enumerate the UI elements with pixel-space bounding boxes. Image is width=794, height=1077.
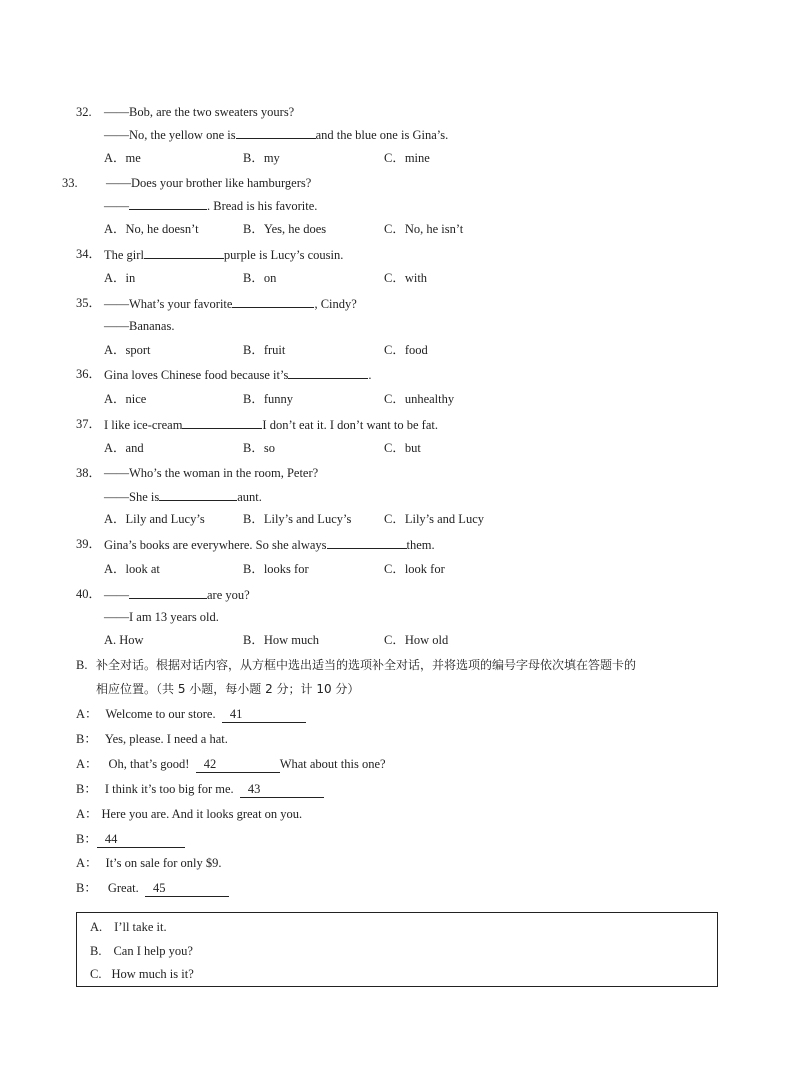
speaker: B： <box>76 732 97 746</box>
answer-blank-45: 45 <box>145 880 229 897</box>
question-37-option-a: A．and <box>104 441 144 455</box>
question-35-text-a: ——What’s your favorite <box>104 297 233 311</box>
question-38-option-a: A．Lily and Lucy’s <box>104 512 205 526</box>
question-37-line-1 <box>104 416 438 433</box>
answer-blank <box>144 246 224 259</box>
question-40-text-a: —— <box>104 588 129 602</box>
dialogue-text: It’s on sale for only $9. <box>105 856 222 870</box>
question-39-text-b: them. <box>406 538 435 552</box>
question-39-number: 39． <box>76 537 102 551</box>
question-40-number: 40． <box>76 587 102 601</box>
answer-blank-41: 41 <box>222 706 306 723</box>
answer-blank-43: 43 <box>240 781 324 798</box>
question-34-option-a: A．in <box>104 271 136 285</box>
dialogue-text-after: What about this one? <box>279 757 386 771</box>
dialogue-text: Welcome to our store. <box>105 707 216 721</box>
question-36-text-b: . <box>368 368 372 382</box>
answer-blank <box>327 536 407 549</box>
speaker: B： <box>76 881 97 895</box>
question-33-option-b: B．Yes, he does <box>243 222 327 236</box>
question-36-text-a: Gina loves Chinese food because it’s <box>104 368 289 382</box>
answer-blank <box>159 488 237 501</box>
question-32-text-a: ——No, the yellow one is <box>104 128 236 142</box>
choices-box <box>76 912 718 987</box>
question-36-line-1 <box>104 366 371 383</box>
answer-blank-42: 42 <box>196 756 280 773</box>
dialogue-text: I think it’s too big for me. <box>104 782 234 796</box>
question-33-text-b: . Bread is his favorite. <box>207 199 318 213</box>
speaker: B： <box>76 782 97 796</box>
question-38-text-b: aunt. <box>237 490 262 504</box>
question-40-line-2: ——I am 13 years old. <box>104 610 219 624</box>
question-39-option-c: C．look for <box>384 562 445 576</box>
section-b-instruction-line-1: 补全对话。根据对话内容，从方框中选出适当的选项补全对话，并将选项的编号字母依次填在答题卡的 <box>96 658 637 672</box>
question-37-option-c: C．but <box>384 441 421 455</box>
speaker: A： <box>76 757 98 771</box>
question-32-line-1: ——Bob, are the two sweaters yours? <box>104 105 295 119</box>
choice-letter: A. <box>90 920 103 934</box>
choice-letter: B. <box>90 944 102 958</box>
question-33-text-a: —— <box>104 199 129 213</box>
dialogue-text: Oh, that’s good! <box>108 757 190 771</box>
question-36-number: 36． <box>76 367 102 381</box>
question-32-option-a: A．me <box>104 151 141 165</box>
answer-blank <box>129 197 207 210</box>
answer-blank-44: 44 <box>97 831 185 848</box>
question-34-text-a: The girl <box>104 248 144 262</box>
dialogue-text: Great. <box>107 881 139 895</box>
question-36-option-c: C．unhealthy <box>384 392 455 406</box>
question-32-number: 32. <box>76 105 92 119</box>
question-33-line-1: ——Does your brother like hamburgers? <box>106 176 312 190</box>
question-38-line-2 <box>104 488 262 505</box>
question-32-option-b: B．my <box>243 151 280 165</box>
question-40-text-b: are you? <box>207 588 250 602</box>
answer-blank <box>288 366 368 379</box>
question-35-option-c: C．food <box>384 343 428 357</box>
dialogue-line-5 <box>76 806 302 822</box>
question-32-text-b: and the blue one is Gina’s. <box>315 128 449 142</box>
speaker: B： <box>76 832 97 846</box>
question-38-text-a: ——She is <box>104 490 160 504</box>
question-35-option-a: A．sport <box>104 343 151 357</box>
question-36-option-a: A．nice <box>104 392 147 406</box>
question-34-text-b: purple is Lucy’s cousin. <box>223 248 344 262</box>
question-38-number: 38． <box>76 466 102 480</box>
question-32-line-2 <box>104 126 448 143</box>
dialogue-text: Here you are. And it looks great on you. <box>101 807 303 821</box>
question-40-line-1 <box>104 586 250 603</box>
question-34-option-c: C．with <box>384 271 428 285</box>
question-33-line-2 <box>104 197 317 214</box>
dialogue-line-6 <box>76 831 185 848</box>
question-35-text-b: , Cindy? <box>314 297 357 311</box>
section-b-label: B. <box>76 658 88 672</box>
question-32-option-c: C．mine <box>384 151 430 165</box>
question-40-option-a: A. How <box>104 633 144 647</box>
question-38-line-1: ——Who’s the woman in the room, Peter? <box>104 466 319 480</box>
answer-blank <box>232 295 314 308</box>
choice-a <box>90 919 167 935</box>
choice-text: Can I help you? <box>113 944 193 958</box>
dialogue-line-8 <box>76 880 229 897</box>
question-39-text-a: Gina’s books are everywhere. So she always <box>104 538 327 552</box>
choice-b <box>90 943 193 959</box>
question-39-option-a: A．look at <box>104 562 160 576</box>
question-34-option-b: B．on <box>243 271 277 285</box>
choice-text: I’ll take it. <box>114 920 167 934</box>
dialogue-line-3 <box>76 756 386 773</box>
answer-blank <box>129 586 207 599</box>
answer-blank <box>236 126 316 139</box>
speaker: A： <box>76 856 98 870</box>
question-40-option-b: B．How much <box>243 633 320 647</box>
speaker: A： <box>76 807 98 821</box>
question-37-text-a: I like ice-cream <box>104 418 183 432</box>
question-36-option-b: B．funny <box>243 392 294 406</box>
question-35-option-b: B．fruit <box>243 343 286 357</box>
question-37-text-b: I don’t eat it. I don’t want to be fat. <box>262 418 438 432</box>
question-39-line-1 <box>104 536 435 553</box>
choice-letter: C. <box>90 967 102 981</box>
question-35-line-2: ——Bananas. <box>104 319 175 333</box>
question-35-number: 35． <box>76 296 102 310</box>
question-33-number: 33. <box>62 176 78 190</box>
dialogue-line-7 <box>76 855 222 871</box>
section-b-instruction-line-2: 相应位置。（共 5 小题，每小题 2 分；计 10 分） <box>96 682 360 696</box>
question-37-number: 37． <box>76 417 102 431</box>
answer-blank <box>182 416 262 429</box>
question-33-option-c: C．No, he isn’t <box>384 222 464 236</box>
speaker: A： <box>76 707 98 721</box>
question-39-option-b: B．looks for <box>243 562 309 576</box>
dialogue-line-2 <box>76 731 228 747</box>
question-35-line-1 <box>104 295 357 312</box>
question-34-line-1 <box>104 246 343 263</box>
choice-text: How much is it? <box>111 967 194 981</box>
choice-c <box>90 966 194 982</box>
question-40-option-c: C．How old <box>384 633 449 647</box>
dialogue-line-4 <box>76 781 324 798</box>
question-34-number: 34． <box>76 247 102 261</box>
question-33-option-a: A．No, he doesn’t <box>104 222 199 236</box>
question-37-option-b: B．so <box>243 441 275 455</box>
question-38-option-b: B．Lily’s and Lucy’s <box>243 512 352 526</box>
question-38-option-c: C．Lily’s and Lucy <box>384 512 484 526</box>
dialogue-text: Yes, please. I need a hat. <box>104 732 228 746</box>
dialogue-line-1 <box>76 706 306 723</box>
